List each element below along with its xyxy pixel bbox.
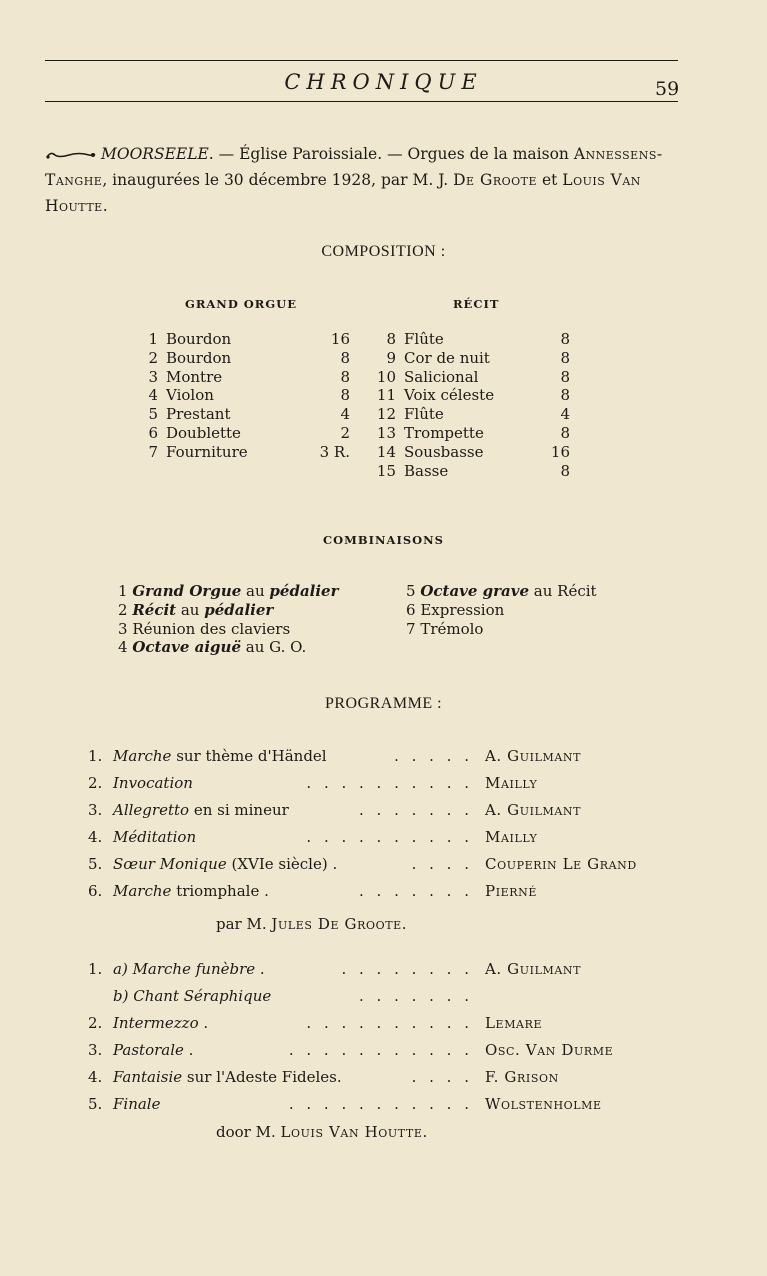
combinaison-number: 2 — [118, 600, 133, 619]
programme-item — [88, 882, 668, 902]
programme-title — [113, 774, 193, 792]
combinaison-text: Réunion des claviers — [132, 619, 291, 638]
grand-orgue-stop-row — [140, 424, 350, 443]
programme-title — [113, 1068, 342, 1086]
grand-orgue-stops — [140, 330, 350, 462]
intro-text-4: . — [102, 197, 108, 215]
stop-size: 8 — [560, 367, 570, 386]
programme-number: 3. — [88, 1041, 103, 1059]
stop-size: 3 R. — [319, 442, 350, 461]
programme-title-italic: Intermezzo — [113, 1014, 199, 1032]
combinaison-italic-2: pédalier — [204, 600, 274, 619]
grand-orgue-stop-row — [140, 349, 350, 368]
programme-title-italic: a) Marche funèbre — [113, 960, 256, 978]
recit-stop-row — [370, 443, 570, 462]
combinaison-number: 4 — [118, 638, 133, 657]
combinaison-item — [406, 582, 597, 601]
leader-dots: . . . . . . . — [359, 882, 473, 900]
programme-title-italic: Marche — [113, 882, 172, 900]
programme-part-2 — [88, 960, 668, 1120]
programme-title — [113, 1095, 160, 1113]
combinaison-italic: Grand Orgue — [132, 582, 242, 600]
programme-title — [113, 801, 289, 819]
leader-dots: . . . . . . . — [359, 987, 473, 1005]
programme-item — [88, 987, 668, 1007]
programme-number: 4. — [88, 828, 103, 846]
leader-dots: . . . . . — [394, 747, 473, 765]
composer-name: A. Guilmant — [485, 801, 582, 819]
programme-number: 3. — [88, 801, 103, 819]
performer-1-name: Jules De Groote. — [271, 915, 408, 933]
programme-title-italic: Marche — [113, 747, 172, 765]
combinaison-italic: Récit — [132, 600, 177, 619]
header-rule — [45, 101, 678, 102]
stop-number: 8 — [386, 330, 396, 348]
recit-stop-row — [370, 424, 570, 443]
combinaison-text: au Récit — [529, 582, 597, 600]
combinaison-text: Expression — [420, 600, 505, 619]
combinaison-number: 6 — [406, 600, 421, 619]
performer-2 — [216, 1123, 428, 1141]
organ-builder: Annessens-Tanghe — [45, 145, 663, 189]
leader-dots: . . . . . . . . . . . — [288, 1095, 473, 1113]
programme-title-italic: Finale — [113, 1095, 161, 1113]
intro-text-3: et — [537, 171, 563, 189]
programme-title-rest: (XVIe siècle) . — [226, 855, 338, 873]
grand-orgue-stop-row — [140, 386, 350, 405]
combinaison-number: 7 — [406, 619, 421, 638]
combinaison-item — [118, 638, 339, 657]
place-name: MOORSEELE. — [101, 145, 214, 163]
stop-size: 8 — [340, 348, 350, 367]
combinaison-item — [118, 582, 339, 601]
stop-size: 8 — [560, 461, 570, 480]
composer-name: F. Grison — [485, 1068, 559, 1086]
recit-stop-row — [370, 349, 570, 368]
programme-part-1 — [88, 747, 668, 907]
intro-paragraph — [45, 141, 681, 219]
programme-title — [113, 1014, 208, 1032]
stop-size: 4 — [560, 405, 570, 424]
leader-dots: . . . . . . . . . . — [306, 828, 473, 846]
programme-item — [88, 801, 668, 821]
intro-text-2: , inaugurées le 30 décembre 1928, par M. J. — [102, 171, 454, 189]
programme-number: 2. — [88, 774, 103, 792]
leader-dots: . . . . . . . — [359, 801, 473, 819]
combinaison-italic: Octave grave — [420, 582, 530, 600]
programme-title-italic: Méditation — [113, 828, 197, 846]
programme-title — [113, 987, 271, 1005]
stop-number: 1 — [148, 330, 158, 348]
stop-number: 10 — [376, 367, 396, 386]
leader-dots: . . . . — [411, 1068, 473, 1086]
stop-number: 6 — [148, 423, 158, 442]
leader-dots: . . . . . . . . . . . — [288, 1041, 473, 1059]
stop-name: Flûte — [404, 330, 444, 348]
combinaison-item — [118, 601, 339, 620]
programme-item — [88, 774, 668, 794]
stop-number: 9 — [386, 348, 396, 367]
combinaisons-heading: COMBINAISONS — [323, 533, 444, 547]
stop-size: 16 — [330, 330, 350, 348]
composer-name: A. Guilmant — [485, 747, 582, 765]
combinaison-number: 1 — [118, 582, 133, 600]
stop-name: Salicional — [404, 367, 479, 386]
programme-item — [88, 1068, 668, 1088]
programme-title-italic: Allegretto — [113, 801, 190, 819]
composer-name: Pierné — [485, 882, 538, 900]
stop-number: 4 — [148, 386, 158, 405]
programme-title — [113, 828, 196, 846]
stop-name: Cor de nuit — [404, 348, 490, 367]
programme-title-rest: . — [255, 960, 265, 978]
stop-size: 4 — [340, 405, 350, 424]
stop-name: Prestant — [166, 405, 231, 424]
stop-size: 8 — [560, 386, 570, 405]
stop-name: Voix céleste — [404, 386, 495, 405]
stop-name: Flûte — [404, 405, 444, 424]
stop-size: 8 — [340, 386, 350, 405]
stop-name: Montre — [166, 367, 223, 386]
programme-item — [88, 855, 668, 875]
stop-size: 8 — [340, 367, 350, 386]
composer-name: Lemare — [485, 1014, 543, 1032]
programme-title — [113, 882, 269, 900]
recit-stop-row — [370, 405, 570, 424]
programme-item — [88, 828, 668, 848]
combinaison-number: 5 — [406, 582, 421, 600]
recit-stop-row — [370, 330, 570, 349]
stop-name: Violon — [166, 386, 214, 405]
organist-2: Louis Van Houtte — [45, 171, 641, 215]
stop-name: Fourniture — [166, 442, 248, 461]
combinaison-text: Trémolo — [420, 619, 484, 638]
leader-dots: . . . . . . . . — [341, 960, 473, 978]
programme-title-italic: Invocation — [113, 774, 193, 792]
programme-title-rest: . — [198, 1014, 209, 1032]
stop-number: 14 — [376, 442, 396, 461]
composer-name: Couperin Le Grand — [485, 855, 637, 873]
combinaison-italic-2: pédalier — [269, 582, 339, 600]
programme-number: 5. — [88, 1095, 103, 1113]
grand-orgue-stop-row — [140, 443, 350, 462]
combinaison-number: 3 — [118, 619, 133, 638]
stop-number: 2 — [148, 348, 158, 367]
programme-title-rest: sur l'Adeste Fideles. — [182, 1068, 342, 1086]
stop-name: Trompette — [404, 423, 484, 442]
grand-orgue-stop-row — [140, 368, 350, 387]
programme-heading: PROGRAMME : — [324, 695, 443, 712]
recit-stop-row — [370, 386, 570, 405]
stop-size: 2 — [340, 423, 350, 442]
composer-name: Osc. Van Durme — [485, 1041, 614, 1059]
programme-item — [88, 1041, 668, 1061]
organist-1: De Groote — [453, 171, 538, 189]
recit-stops — [370, 330, 570, 480]
stop-name: Bourdon — [166, 330, 232, 348]
grand-orgue-stop-row — [140, 405, 350, 424]
recit-heading: RÉCIT — [453, 297, 500, 311]
programme-number: 6. — [88, 882, 103, 900]
programme-title — [113, 855, 337, 873]
combinaisons-right — [406, 582, 597, 638]
stop-name: Bourdon — [166, 348, 232, 367]
combinaison-italic: Octave aiguë — [132, 638, 241, 657]
grand-orgue-heading: GRAND ORGUE — [185, 297, 297, 311]
recit-stop-row — [370, 368, 570, 387]
leader-dots: . . . . . . . . . . — [306, 1014, 473, 1032]
leader-dots: . . . . — [411, 855, 473, 873]
performer-1 — [216, 915, 407, 933]
composition-heading: COMPOSITION : — [321, 243, 446, 260]
combinaison-item — [406, 620, 597, 639]
programme-item — [88, 1014, 668, 1034]
stop-size: 8 — [560, 348, 570, 367]
running-head: CHRONIQUE — [284, 70, 483, 94]
programme-number: 1. — [88, 960, 103, 978]
stop-size: 8 — [560, 423, 570, 442]
stop-number: 12 — [376, 405, 396, 424]
programme-title-rest: en si mineur — [189, 801, 289, 819]
stop-name: Sousbasse — [404, 442, 484, 461]
composer-name: A. Guilmant — [485, 960, 582, 978]
programme-number: 1. — [88, 747, 103, 765]
combinaison-text: au — [176, 600, 205, 619]
programme-number: 5. — [88, 855, 103, 873]
programme-title-rest: triomphale . — [171, 882, 269, 900]
composer-name: Mailly — [485, 828, 538, 846]
stop-number: 15 — [376, 461, 396, 480]
performer-2-name: Louis Van Houtte. — [280, 1123, 428, 1141]
combinaison-item — [118, 620, 339, 639]
programme-title — [113, 960, 265, 978]
flourish-ornament-icon — [45, 150, 97, 160]
stop-size: 8 — [560, 330, 570, 348]
composer-name: Mailly — [485, 774, 538, 792]
grand-orgue-stop-row — [140, 330, 350, 349]
stop-number: 11 — [376, 386, 396, 405]
performer-2-prefix: door M. — [216, 1123, 281, 1141]
programme-number: 2. — [88, 1014, 103, 1032]
combinaison-text: au — [241, 582, 270, 600]
programme-item — [88, 1095, 668, 1115]
stop-name: Basse — [404, 461, 449, 480]
programme-title — [113, 1041, 193, 1059]
top-rule — [45, 60, 678, 61]
programme-title-italic: Pastorale — [113, 1041, 184, 1059]
combinaison-item — [406, 601, 597, 620]
programme-title — [113, 747, 327, 765]
programme-number: 4. — [88, 1068, 103, 1086]
programme-item — [88, 960, 668, 980]
stop-size: 16 — [550, 442, 570, 461]
combinaison-text: au G. O. — [241, 638, 307, 657]
composer-name: Wolstenholme — [485, 1095, 602, 1113]
page-number: 59 — [655, 78, 680, 100]
programme-item — [88, 747, 668, 767]
programme-title-italic: b) Chant Séraphique — [113, 987, 272, 1005]
stop-number: 3 — [148, 367, 158, 386]
programme-title-italic: Fantaisie — [113, 1068, 183, 1086]
intro-text-1: — Église Paroissiale. — Orgues de la maison — [213, 145, 574, 163]
programme-title-rest: . — [183, 1041, 194, 1059]
performer-1-prefix: par M. — [216, 915, 272, 933]
programme-title-rest: sur thème d'Händel — [171, 747, 327, 765]
programme-title-italic: Sœur Monique — [113, 855, 227, 873]
leader-dots: . . . . . . . . . . — [306, 774, 473, 792]
stop-name: Doublette — [166, 423, 241, 442]
stop-number: 5 — [148, 405, 158, 424]
recit-stop-row — [370, 462, 570, 481]
stop-number: 13 — [376, 423, 396, 442]
combinaisons-left — [118, 582, 339, 657]
stop-number: 7 — [148, 442, 158, 461]
